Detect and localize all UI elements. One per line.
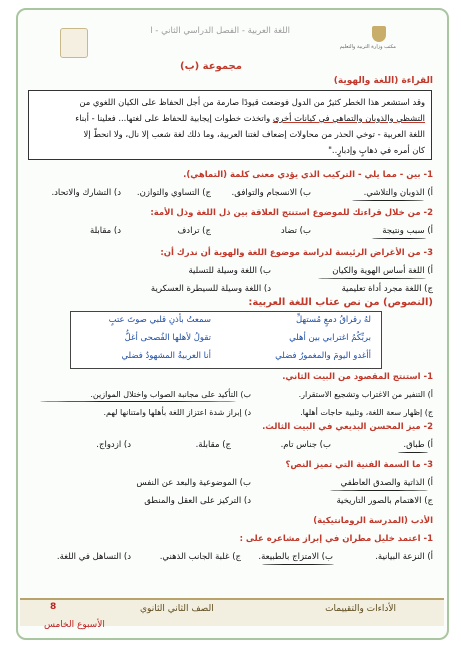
poem-verse: سمعتُ بأذنِ قلبي صوتَ عتبٍ bbox=[108, 315, 211, 325]
q4-option-a[interactable]: أ) التنفير من الاغتراب وتشجيع الاستقرار. bbox=[298, 390, 433, 399]
poem-verse: تقولُ لأهلها الفُصحى أغلُّ bbox=[124, 333, 211, 343]
poem-verse: لهُ رقراقُ دمعٍ مُستهلِّ bbox=[296, 315, 371, 325]
question-2-stem: 2- من خلال قراءتك للموضوع استنتج العلاقة بين ذل اللغة وذل الأمة: bbox=[150, 208, 433, 218]
reading-heading: القراءة (اللغة والهوية) bbox=[333, 76, 433, 86]
q4-option-c[interactable]: ج) إظهار سعة اللغة، وتلبية حاجات أهلها. bbox=[300, 408, 433, 417]
page-header bbox=[20, 12, 440, 48]
q5-option-d[interactable]: د) ازدواج. bbox=[96, 440, 131, 450]
poem-verse: بربِّكُمُ اغترابي بين أهلي bbox=[289, 333, 371, 343]
q2-option-c[interactable]: ج) ترادف bbox=[177, 226, 211, 236]
q7-option-a[interactable]: أ) النزعة البيانية. bbox=[375, 552, 433, 562]
group-title: مجموعة (ب) bbox=[180, 61, 242, 72]
q6-option-a[interactable]: أ) الذاتية والصدق العاطفي bbox=[340, 478, 433, 488]
q2-option-a[interactable]: أ) سبب ونتيجة bbox=[382, 226, 433, 236]
answer-underline-mark bbox=[330, 490, 428, 491]
page-number: 8 bbox=[50, 602, 57, 612]
q5-option-c[interactable]: ج) مقابلة. bbox=[195, 440, 231, 450]
answer-underline-mark bbox=[318, 278, 426, 279]
footer-grade: الصف الثاني الثانوي bbox=[140, 604, 214, 614]
passage-line: وقد استشعر هذا الخطر كثيرٌ من الدول فوضعت قيودًا صارمة من أجل الحفاظ على الكيان اللغوي من bbox=[79, 97, 425, 107]
page-footer bbox=[20, 598, 444, 636]
q3-option-d[interactable]: د) اللغة وسيلة للسيطرة العسكرية bbox=[150, 284, 271, 294]
q3-option-a[interactable]: أ) اللغة أساس الهوية والكيان bbox=[332, 266, 433, 276]
question-3-stem: 3- من الأغراض الرئيسة لدراسة موضوع اللغة والهوية أن ندرك أن: bbox=[160, 248, 433, 258]
q1-option-c[interactable]: ج) التساوي والتوازن. bbox=[136, 188, 211, 198]
q7-option-d[interactable]: د) التساهل في اللغة. bbox=[56, 552, 131, 562]
answer-underline-mark bbox=[40, 401, 236, 402]
reading-passage bbox=[28, 90, 432, 160]
answer-underline-mark bbox=[262, 564, 334, 565]
answer-underline-mark bbox=[398, 452, 428, 453]
answer-underline-mark bbox=[352, 200, 424, 201]
q5-option-a[interactable]: أ) طباق. bbox=[403, 440, 433, 450]
header-title: اللغة العربية - الفصل الدراسي الثاني - ا bbox=[150, 26, 290, 36]
poem-verse: أنا العربيةُ المشهودُ فضلي bbox=[121, 351, 211, 361]
q4-option-b[interactable]: ب) التأكيد على مجانبة الصواب واختلال الموازين. bbox=[90, 390, 251, 399]
footer-section: الأداءات والتقييمات bbox=[325, 604, 396, 614]
q5-option-b[interactable]: ب) جناس تام. bbox=[280, 440, 331, 450]
q7-option-b[interactable]: ب) الامتزاج بالطبيعة. bbox=[258, 552, 333, 562]
q3-option-b[interactable]: ب) اللغة وسيلة للتسلية bbox=[188, 266, 271, 276]
q6-option-d[interactable]: د) التركيز على العقل والمنطق bbox=[144, 496, 251, 506]
question-6-stem: 3- ما السمة الفنية التي تميز النص؟ bbox=[285, 460, 433, 470]
passage-line: كان أمره في ذهابٍ وإدبارٍ.." bbox=[328, 145, 425, 155]
passage-underlined-phrase: التشظي والذوبان والتماهي في كيانات أخرى bbox=[272, 113, 425, 123]
seal-logo bbox=[60, 28, 88, 58]
question-1-stem: 1- بين - مما يلي - التركيب الذي يؤدي معنى كلمة (التماهي). bbox=[183, 170, 433, 180]
q1-option-a[interactable]: أ) الذوبان والتلاشي. bbox=[363, 188, 433, 198]
poem-box bbox=[70, 311, 382, 369]
question-4-stem: 1- استنتج المقصود من البيت الثاني. bbox=[282, 372, 433, 382]
q3-option-c[interactable]: ج) اللغة مجرد أداة تعليمية bbox=[341, 284, 433, 294]
q1-option-d[interactable]: د) التشارك والاتحاد. bbox=[51, 188, 121, 198]
eagle-emblem-icon bbox=[372, 26, 386, 42]
texts-heading: (النصوص) من نص عتاب اللغة العربية: bbox=[248, 297, 433, 308]
q2-option-d[interactable]: د) مقابلة bbox=[90, 226, 121, 236]
ministry-logo bbox=[339, 26, 396, 56]
question-5-stem: 2- ميز المحسن البديعي في البيت الثالث. bbox=[262, 422, 433, 432]
passage-line bbox=[35, 110, 425, 126]
q2-option-b[interactable]: ب) تضاد bbox=[280, 226, 311, 236]
poem-verse: أأغدو اليومَ والمغمورُ فضلي bbox=[275, 351, 371, 361]
q4-option-d[interactable]: د) إبراز شدة اعتزاز اللغة بأهلها وامتنانها لهم. bbox=[103, 408, 251, 417]
q6-option-b[interactable]: ب) الموضوعية والبعد عن النفس bbox=[136, 478, 251, 488]
passage-text: واتخذت خطوات إيجابية للحفاظ على لغتها... فعلينا - أبناء bbox=[75, 113, 273, 123]
question-7-stem: 1- اعتمد خليل مطران في إبراز مشاعره على : bbox=[239, 534, 433, 544]
footer-week: الأسبوع الخامس bbox=[44, 620, 105, 630]
answer-underline-mark bbox=[372, 238, 426, 239]
q7-option-c[interactable]: ج) غلبة الجانب الذهني. bbox=[159, 552, 241, 562]
q1-option-b[interactable]: ب) الانسجام والتوافق. bbox=[231, 188, 311, 198]
logo-caption: مكتب وزارة التربية والتعليم bbox=[339, 44, 396, 50]
passage-line: اللغة العربية - توخي الحذر من محاولات إضعاف لغتنا العربية، وما ذلك لغة شعب إلا نال، ولا انحطّ إلا bbox=[83, 129, 425, 139]
q6-option-c[interactable]: ج) الاهتمام بالصور التاريخية bbox=[336, 496, 433, 506]
literature-heading: الأدب (المدرسة الرومانتيكية) bbox=[313, 516, 433, 526]
